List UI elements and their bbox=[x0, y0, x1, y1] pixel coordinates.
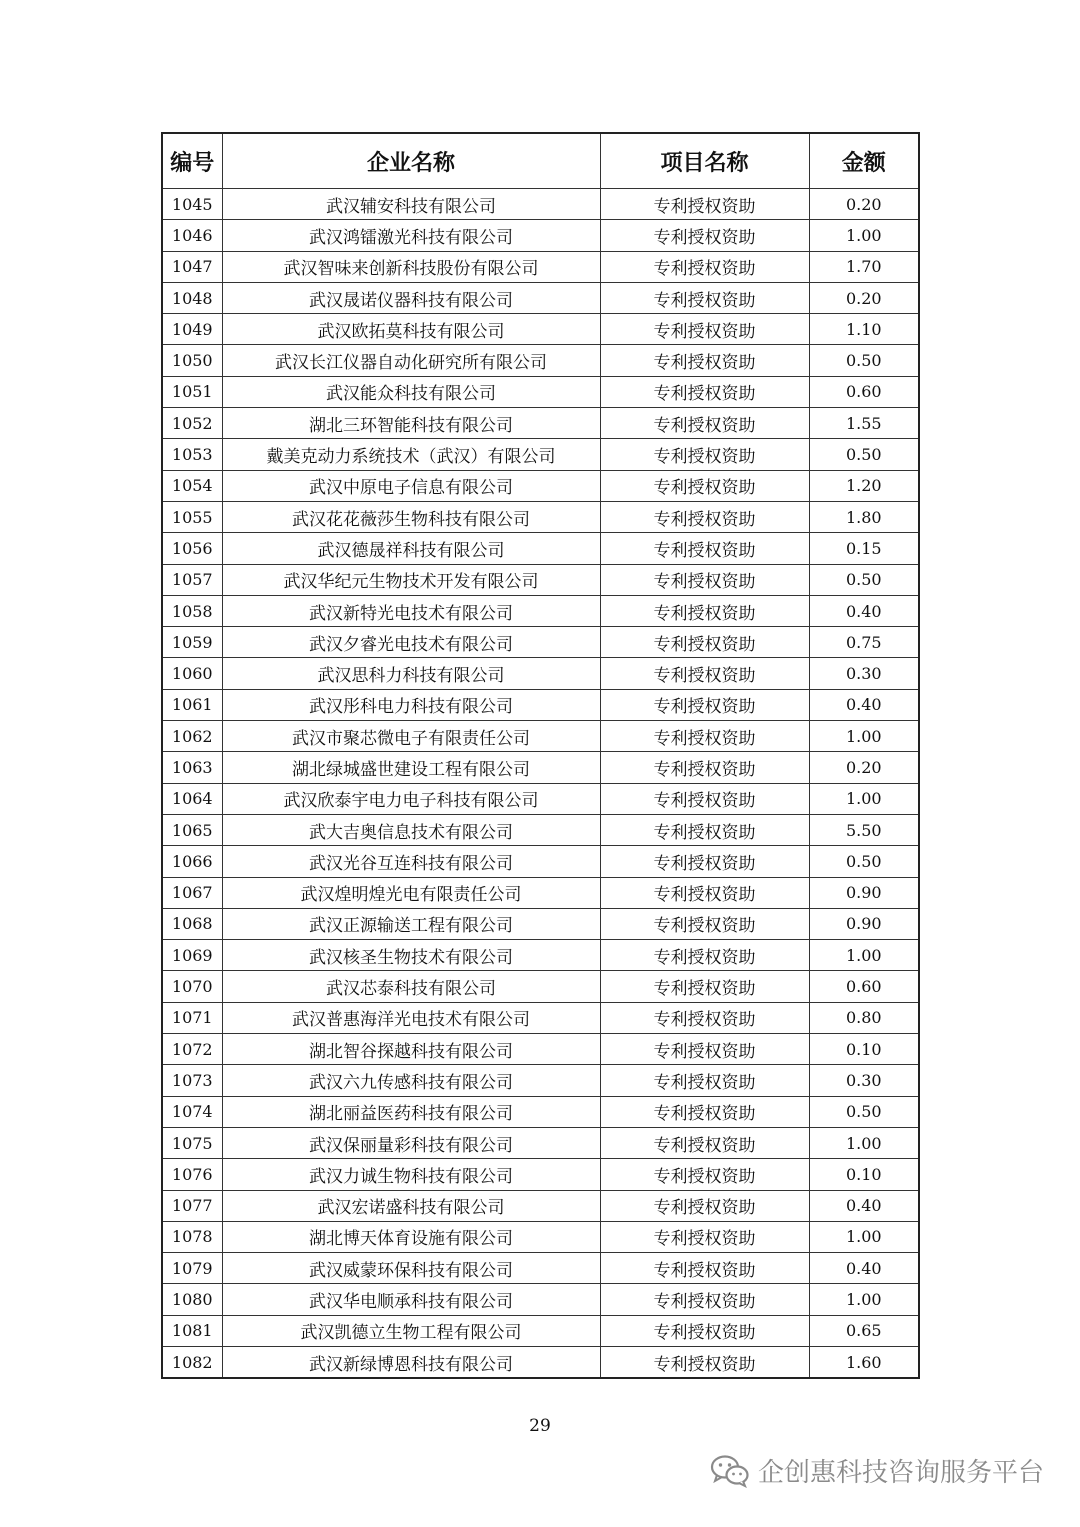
company-name: 武汉中原电子信息有限公司 bbox=[222, 470, 600, 501]
amount: 1.00 bbox=[809, 721, 919, 752]
company-name: 湖北博天体育设施有限公司 bbox=[222, 1221, 600, 1252]
table-row bbox=[162, 908, 919, 939]
table-body bbox=[162, 189, 919, 1379]
project-name: 专利授权资助 bbox=[600, 1221, 809, 1252]
header-company: 企业名称 bbox=[222, 133, 600, 189]
table-row bbox=[162, 1315, 919, 1346]
row-number: 1061 bbox=[162, 689, 222, 720]
project-name: 专利授权资助 bbox=[600, 1346, 809, 1378]
row-number: 1063 bbox=[162, 752, 222, 783]
row-number: 1053 bbox=[162, 439, 222, 470]
row-number: 1081 bbox=[162, 1315, 222, 1346]
project-name: 专利授权资助 bbox=[600, 189, 809, 220]
amount: 0.80 bbox=[809, 1002, 919, 1033]
amount: 1.10 bbox=[809, 314, 919, 345]
project-name: 专利授权资助 bbox=[600, 971, 809, 1002]
table-header-row bbox=[162, 133, 919, 189]
table-row bbox=[162, 1034, 919, 1065]
row-number: 1049 bbox=[162, 314, 222, 345]
company-name: 武汉华电顺承科技有限公司 bbox=[222, 1284, 600, 1315]
row-number: 1057 bbox=[162, 564, 222, 595]
header-amount: 金额 bbox=[809, 133, 919, 189]
table-row bbox=[162, 971, 919, 1002]
grant-table bbox=[161, 132, 920, 1379]
company-name: 武汉德晟祥科技有限公司 bbox=[222, 533, 600, 564]
amount: 5.50 bbox=[809, 814, 919, 845]
table-row bbox=[162, 1127, 919, 1158]
table-row bbox=[162, 627, 919, 658]
company-name: 武大吉奥信息技术有限公司 bbox=[222, 814, 600, 845]
amount: 1.00 bbox=[809, 783, 919, 814]
project-name: 专利授权资助 bbox=[600, 501, 809, 532]
company-name: 武汉欧拓莫科技有限公司 bbox=[222, 314, 600, 345]
row-number: 1074 bbox=[162, 1096, 222, 1127]
project-name: 专利授权资助 bbox=[600, 1096, 809, 1127]
row-number: 1072 bbox=[162, 1034, 222, 1065]
company-name: 武汉新特光电技术有限公司 bbox=[222, 595, 600, 626]
row-number: 1052 bbox=[162, 408, 222, 439]
amount: 0.60 bbox=[809, 376, 919, 407]
amount: 1.60 bbox=[809, 1346, 919, 1378]
row-number: 1067 bbox=[162, 877, 222, 908]
row-number: 1060 bbox=[162, 658, 222, 689]
amount: 0.10 bbox=[809, 1159, 919, 1190]
row-number: 1059 bbox=[162, 627, 222, 658]
table-row bbox=[162, 814, 919, 845]
amount: 0.40 bbox=[809, 1190, 919, 1221]
project-name: 专利授权资助 bbox=[600, 689, 809, 720]
row-number: 1045 bbox=[162, 189, 222, 220]
project-name: 专利授权资助 bbox=[600, 470, 809, 501]
project-name: 专利授权资助 bbox=[600, 564, 809, 595]
row-number: 1070 bbox=[162, 971, 222, 1002]
project-name: 专利授权资助 bbox=[600, 1127, 809, 1158]
row-number: 1055 bbox=[162, 501, 222, 532]
table-row bbox=[162, 533, 919, 564]
company-name: 武汉鸿镭激光科技有限公司 bbox=[222, 220, 600, 251]
project-name: 专利授权资助 bbox=[600, 658, 809, 689]
amount: 1.00 bbox=[809, 1221, 919, 1252]
amount: 1.00 bbox=[809, 1127, 919, 1158]
amount: 0.40 bbox=[809, 1253, 919, 1284]
project-name: 专利授权资助 bbox=[600, 1002, 809, 1033]
table-row bbox=[162, 689, 919, 720]
row-number: 1064 bbox=[162, 783, 222, 814]
company-name: 武汉欣泰宇电力电子科技有限公司 bbox=[222, 783, 600, 814]
company-name: 武汉保丽量彩科技有限公司 bbox=[222, 1127, 600, 1158]
amount: 1.55 bbox=[809, 408, 919, 439]
row-number: 1048 bbox=[162, 282, 222, 313]
project-name: 专利授权资助 bbox=[600, 1159, 809, 1190]
watermark-text: 企创惠科技咨询服务平台 bbox=[757, 1458, 1044, 1488]
table-row bbox=[162, 721, 919, 752]
row-number: 1056 bbox=[162, 533, 222, 564]
project-name: 专利授权资助 bbox=[600, 940, 809, 971]
amount: 0.50 bbox=[809, 345, 919, 376]
amount: 1.00 bbox=[809, 1284, 919, 1315]
company-name: 湖北三环智能科技有限公司 bbox=[222, 408, 600, 439]
table-row bbox=[162, 1284, 919, 1315]
project-name: 专利授权资助 bbox=[600, 908, 809, 939]
amount: 0.20 bbox=[809, 282, 919, 313]
row-number: 1080 bbox=[162, 1284, 222, 1315]
project-name: 专利授权资助 bbox=[600, 1190, 809, 1221]
row-number: 1062 bbox=[162, 721, 222, 752]
table-row bbox=[162, 752, 919, 783]
company-name: 武汉夕睿光电技术有限公司 bbox=[222, 627, 600, 658]
row-number: 1054 bbox=[162, 470, 222, 501]
amount: 0.65 bbox=[809, 1315, 919, 1346]
company-name: 湖北绿城盛世建设工程有限公司 bbox=[222, 752, 600, 783]
table-row bbox=[162, 470, 919, 501]
table-row bbox=[162, 1065, 919, 1096]
project-name: 专利授权资助 bbox=[600, 282, 809, 313]
table-row bbox=[162, 345, 919, 376]
table-row bbox=[162, 220, 919, 251]
amount: 0.90 bbox=[809, 908, 919, 939]
table-row bbox=[162, 251, 919, 282]
amount: 1.00 bbox=[809, 220, 919, 251]
project-name: 专利授权资助 bbox=[600, 1034, 809, 1065]
company-name: 武汉力诚生物科技有限公司 bbox=[222, 1159, 600, 1190]
page-number: 29 bbox=[529, 1416, 551, 1436]
project-name: 专利授权资助 bbox=[600, 721, 809, 752]
company-name: 武汉威蒙环保科技有限公司 bbox=[222, 1253, 600, 1284]
row-number: 1065 bbox=[162, 814, 222, 845]
row-number: 1069 bbox=[162, 940, 222, 971]
table-row bbox=[162, 1253, 919, 1284]
amount: 1.80 bbox=[809, 501, 919, 532]
company-name: 武汉智味来创新科技股份有限公司 bbox=[222, 251, 600, 282]
company-name: 武汉芯泰科技有限公司 bbox=[222, 971, 600, 1002]
row-number: 1079 bbox=[162, 1253, 222, 1284]
table-row bbox=[162, 877, 919, 908]
project-name: 专利授权资助 bbox=[600, 1065, 809, 1096]
row-number: 1082 bbox=[162, 1346, 222, 1378]
amount: 0.50 bbox=[809, 439, 919, 470]
amount: 0.60 bbox=[809, 971, 919, 1002]
amount: 0.20 bbox=[809, 189, 919, 220]
header-project: 项目名称 bbox=[600, 133, 809, 189]
table-row bbox=[162, 439, 919, 470]
table-row bbox=[162, 314, 919, 345]
company-name: 武汉思科力科技有限公司 bbox=[222, 658, 600, 689]
table-row bbox=[162, 501, 919, 532]
table-row bbox=[162, 1346, 919, 1378]
amount: 0.40 bbox=[809, 595, 919, 626]
project-name: 专利授权资助 bbox=[600, 814, 809, 845]
project-name: 专利授权资助 bbox=[600, 408, 809, 439]
amount: 1.20 bbox=[809, 470, 919, 501]
project-name: 专利授权资助 bbox=[600, 752, 809, 783]
row-number: 1076 bbox=[162, 1159, 222, 1190]
row-number: 1058 bbox=[162, 595, 222, 626]
project-name: 专利授权资助 bbox=[600, 1253, 809, 1284]
project-name: 专利授权资助 bbox=[600, 1284, 809, 1315]
company-name: 武汉华纪元生物技术开发有限公司 bbox=[222, 564, 600, 595]
table-row bbox=[162, 1002, 919, 1033]
amount: 0.50 bbox=[809, 564, 919, 595]
project-name: 专利授权资助 bbox=[600, 314, 809, 345]
header-number: 编号 bbox=[162, 133, 222, 189]
row-number: 1050 bbox=[162, 345, 222, 376]
amount: 0.50 bbox=[809, 846, 919, 877]
amount: 0.10 bbox=[809, 1034, 919, 1065]
project-name: 专利授权资助 bbox=[600, 783, 809, 814]
row-number: 1075 bbox=[162, 1127, 222, 1158]
table-row bbox=[162, 783, 919, 814]
table-row bbox=[162, 658, 919, 689]
company-name: 武汉彤科电力科技有限公司 bbox=[222, 689, 600, 720]
company-name: 武汉晟诺仪器科技有限公司 bbox=[222, 282, 600, 313]
amount: 0.15 bbox=[809, 533, 919, 564]
company-name: 武汉核圣生物技术有限公司 bbox=[222, 940, 600, 971]
row-number: 1051 bbox=[162, 376, 222, 407]
row-number: 1071 bbox=[162, 1002, 222, 1033]
table-row bbox=[162, 282, 919, 313]
project-name: 专利授权资助 bbox=[600, 595, 809, 626]
table-row bbox=[162, 376, 919, 407]
project-name: 专利授权资助 bbox=[600, 251, 809, 282]
project-name: 专利授权资助 bbox=[600, 533, 809, 564]
row-number: 1047 bbox=[162, 251, 222, 282]
company-name: 武汉光谷互连科技有限公司 bbox=[222, 846, 600, 877]
company-name: 武汉六九传感科技有限公司 bbox=[222, 1065, 600, 1096]
amount: 1.00 bbox=[809, 940, 919, 971]
company-name: 武汉凯德立生物工程有限公司 bbox=[222, 1315, 600, 1346]
table-row bbox=[162, 564, 919, 595]
company-name: 武汉宏诺盛科技有限公司 bbox=[222, 1190, 600, 1221]
company-name: 武汉花花薇莎生物科技有限公司 bbox=[222, 501, 600, 532]
row-number: 1066 bbox=[162, 846, 222, 877]
project-name: 专利授权资助 bbox=[600, 439, 809, 470]
project-name: 专利授权资助 bbox=[600, 846, 809, 877]
table-row bbox=[162, 940, 919, 971]
company-name: 武汉辅安科技有限公司 bbox=[222, 189, 600, 220]
amount: 0.50 bbox=[809, 1096, 919, 1127]
amount: 0.40 bbox=[809, 689, 919, 720]
project-name: 专利授权资助 bbox=[600, 376, 809, 407]
company-name: 湖北丽益医药科技有限公司 bbox=[222, 1096, 600, 1127]
company-name: 武汉普惠海洋光电技术有限公司 bbox=[222, 1002, 600, 1033]
wechat-icon bbox=[710, 1454, 750, 1488]
company-name: 武汉正源输送工程有限公司 bbox=[222, 908, 600, 939]
amount: 0.30 bbox=[809, 658, 919, 689]
amount: 0.20 bbox=[809, 752, 919, 783]
company-name: 武汉市聚芯微电子有限责任公司 bbox=[222, 721, 600, 752]
company-name: 武汉能众科技有限公司 bbox=[222, 376, 600, 407]
amount: 1.70 bbox=[809, 251, 919, 282]
table-row bbox=[162, 595, 919, 626]
table-row bbox=[162, 1190, 919, 1221]
amount: 0.75 bbox=[809, 627, 919, 658]
project-name: 专利授权资助 bbox=[600, 1315, 809, 1346]
row-number: 1078 bbox=[162, 1221, 222, 1252]
row-number: 1046 bbox=[162, 220, 222, 251]
watermark bbox=[710, 1452, 1044, 1489]
project-name: 专利授权资助 bbox=[600, 220, 809, 251]
row-number: 1073 bbox=[162, 1065, 222, 1096]
project-name: 专利授权资助 bbox=[600, 627, 809, 658]
company-name: 武汉煌明煌光电有限责任公司 bbox=[222, 877, 600, 908]
table-row bbox=[162, 408, 919, 439]
table-row bbox=[162, 1221, 919, 1252]
company-name: 武汉新绿博恩科技有限公司 bbox=[222, 1346, 600, 1378]
project-name: 专利授权资助 bbox=[600, 877, 809, 908]
row-number: 1068 bbox=[162, 908, 222, 939]
table-row bbox=[162, 1096, 919, 1127]
project-name: 专利授权资助 bbox=[600, 345, 809, 376]
table-row bbox=[162, 189, 919, 220]
table-row bbox=[162, 846, 919, 877]
table-row bbox=[162, 1159, 919, 1190]
company-name: 湖北智谷探越科技有限公司 bbox=[222, 1034, 600, 1065]
amount: 0.30 bbox=[809, 1065, 919, 1096]
company-name: 武汉长江仪器自动化研究所有限公司 bbox=[222, 345, 600, 376]
company-name: 戴美克动力系统技术（武汉）有限公司 bbox=[222, 439, 600, 470]
row-number: 1077 bbox=[162, 1190, 222, 1221]
amount: 0.90 bbox=[809, 877, 919, 908]
